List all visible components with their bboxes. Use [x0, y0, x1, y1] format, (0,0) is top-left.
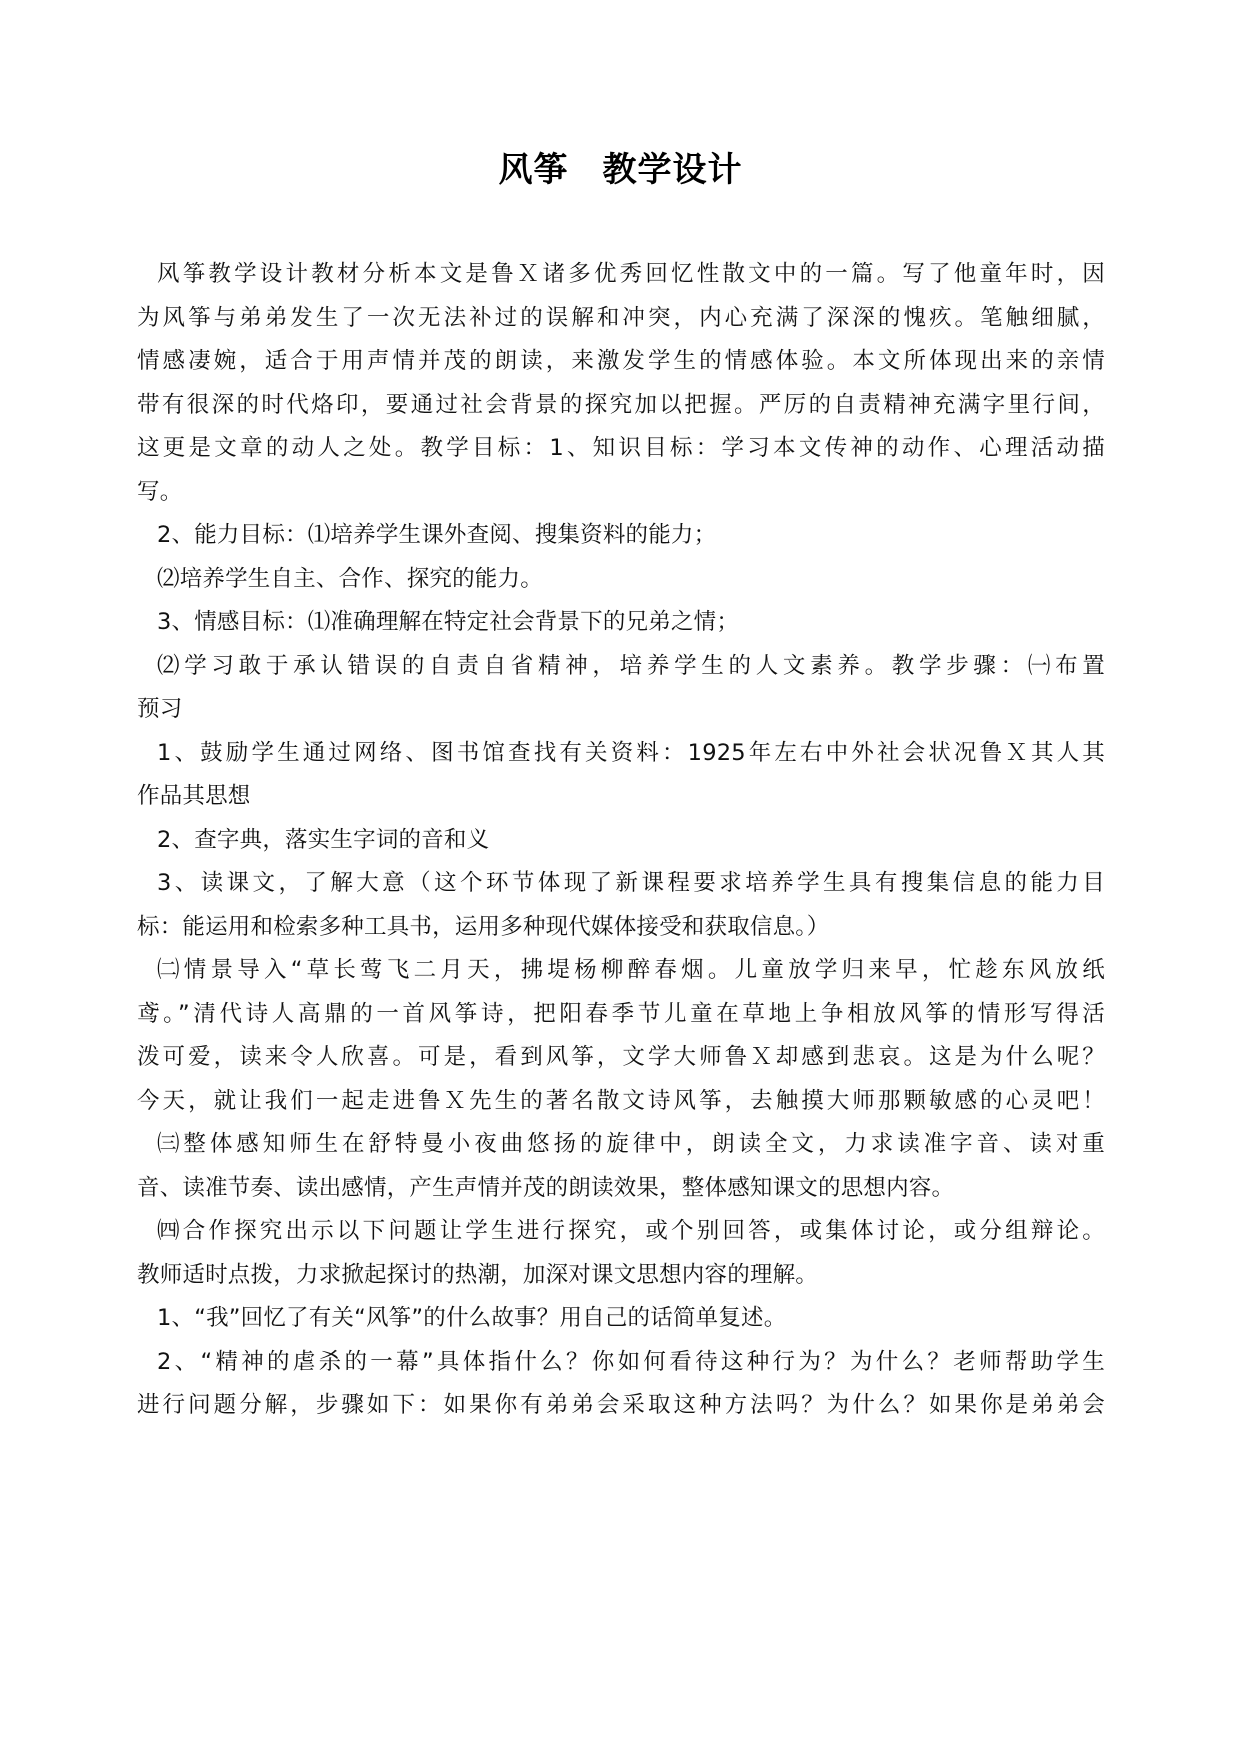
paragraph-line: 1、鼓励学生通过网络、图书馆查找有关资料：1925年左右中外社会状况鲁Ｘ其人其 — [157, 739, 1105, 766]
paragraph-line: ⑵学习敢于承认错误的自责自省精神，培养学生的人文素养。教学步骤：㈠布置 — [157, 652, 1105, 679]
paragraph-line: 3、情感目标：⑴准确理解在特定社会背景下的兄弟之情； — [157, 609, 740, 635]
paragraph-line: 鸢。”清代诗人高鼎的一首风筝诗，把阳春季节儿童在草地上争相放风筝的情形写得活 — [137, 1000, 1105, 1027]
document-title — [0, 142, 1241, 191]
paragraph-line: ㈡情景导入“草长莺飞二月天，拂堤杨柳醉春烟。儿童放学归来早，忙趁东风放纸 — [157, 957, 1105, 983]
paragraph-line: 音、读准节奏、读出感情，产生声情并茂的朗读效果，整体感知课文的思想内容。 — [137, 1174, 955, 1201]
paragraph-line: 教师适时点拨，力求掀起探讨的热潮，加深对课文思想内容的理解。 — [137, 1261, 819, 1288]
paragraph-line: 带有很深的时代烙印，要通过社会背景的探究加以把握。严厉的自责精神充满字里行间， — [137, 391, 1105, 418]
paragraph-line: ㈣合作探究出示以下问题让学生进行探究，或个别回答，或集体讨论，或分组辩论。 — [157, 1218, 1105, 1244]
paragraph-line: 1、“我”回忆了有关“风筝”的什么故事？用自己的话简单复述。 — [157, 1305, 787, 1331]
paragraph-line: 标：能运用和检索多种工具书，运用多种现代媒体接受和获取信息。） — [137, 913, 830, 940]
paragraph-line: 进行问题分解，步骤如下：如果你有弟弟会采取这种方法吗？为什么？如果你是弟弟会 — [137, 1392, 1105, 1418]
title-part-design: 教学设计 — [602, 150, 743, 190]
paragraph-line: 写。 — [137, 478, 183, 505]
paragraph-line: 2、“精神的虐杀的一幕”具体指什么？你如何看待这种行为？为什么？老师帮助学生 — [157, 1348, 1105, 1375]
paragraph-line: 风筝教学设计教材分析本文是鲁Ｘ诸多优秀回忆性散文中的一篇。写了他童年时，因 — [157, 261, 1105, 287]
paragraph-line: 2、能力目标：⑴培养学生课外查阅、搜集资料的能力； — [157, 522, 717, 548]
paragraph-line: 今天，就让我们一起走进鲁Ｘ先生的著名散文诗风筝，去触摸大师那颗敏感的心灵吧！ — [137, 1087, 1105, 1114]
paragraph-line: 情感凄婉，适合于用声情并茂的朗读，来激发学生的情感体验。本文所体现出来的亲情 — [137, 348, 1105, 374]
paragraph-line: 作品其思想 — [137, 783, 251, 809]
paragraph-line: 预习 — [137, 696, 183, 722]
paragraph-line: ⑵培养学生自主、合作、探究的能力。 — [157, 565, 543, 592]
paragraph-line: 3、读课文，了解大意（这个环节体现了新课程要求培养学生具有搜集信息的能力目 — [157, 870, 1105, 896]
title-part-kite: 风筝 — [498, 150, 569, 190]
paragraph-line: ㈢整体感知师生在舒特曼小夜曲悠扬的旋律中，朗读全文，力求读准字音、读对重 — [157, 1131, 1105, 1157]
document-body — [137, 253, 1105, 1428]
paragraph-line: 为风筝与弟弟发生了一次无法补过的误解和冲突，内心充满了深深的愧疚。笔触细腻， — [137, 304, 1105, 331]
paragraph-line: 2、查字典，落实生字词的音和义 — [157, 826, 490, 853]
paragraph-line: 这更是文章的动人之处。教学目标：1、知识目标：学习本文传神的动作、心理活动描 — [137, 435, 1105, 461]
paragraph-line: 泼可爱，读来令人欣喜。可是，看到风筝，文学大师鲁Ｘ却感到悲哀。这是为什么呢？ — [137, 1044, 1105, 1070]
